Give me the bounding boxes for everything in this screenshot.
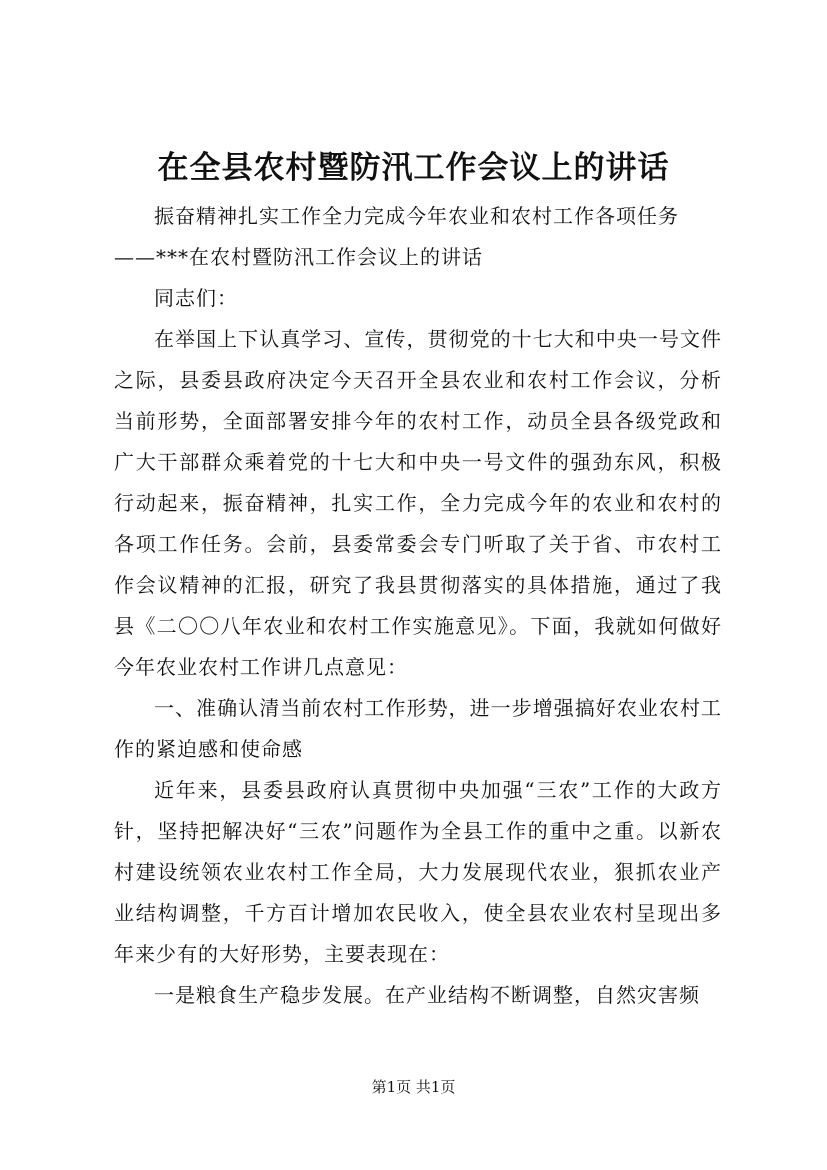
document-body [114, 196, 722, 1016]
paragraph-intro: 在举国上下认真学习、宣传，贯彻党的十七大和中央一号文件之际，县委县政府决定今天召开全县农业和农村工作会议，分析当前形势，全面部署安排今年的农村工作，动员全县各级党政和广大干部群众乘着党的十七大和中央一号文件的强劲东风，积极行动起来，振奋精神，扎实工作，全力完成今年的农业和农村的各项工作任务。会前，县委常委会专门听取了关于省、市农村工作会议精神的汇报，研究了我县贯彻落实的具体措施，通过了我县《二〇〇八年农业和农村工作实施意见》。下面，我就如何做好今年农业农村工作讲几点意见： [114, 327, 722, 679]
section-heading-1: 一、准确认清当前农村工作形势，进一步增强搞好农业农村工作的紧迫感和使命感 [114, 696, 722, 761]
page-footer: 第1页 共1页 [371, 1078, 456, 1096]
paragraph-grain: 一是粮食生产稳步发展。在产业结构不断调整，自然灾害频 [154, 983, 700, 1007]
paragraph-situation: 近年来，县委县政府认真贯彻中央加强“三农”工作的大政方针，坚持把解决好“三农”问题作为全县工作的重中之重。以新农村建设统领农业农村工作全局，大力发展现代农业，狠抓农业产业结构调整，千方百计增加农民收入，使全县农业农村呈现出多年来少有的大好形势，主要表现在： [114, 778, 722, 966]
byline: ——***在农村暨防汛工作会议上的讲话 [114, 245, 483, 269]
document-title: 在全县农村暨防汛工作会议上的讲话 [157, 150, 670, 186]
subtitle: 振奋精神扎实工作全力完成今年农业和农村工作各项任务 [154, 204, 679, 228]
salutation: 同志们： [154, 286, 238, 310]
